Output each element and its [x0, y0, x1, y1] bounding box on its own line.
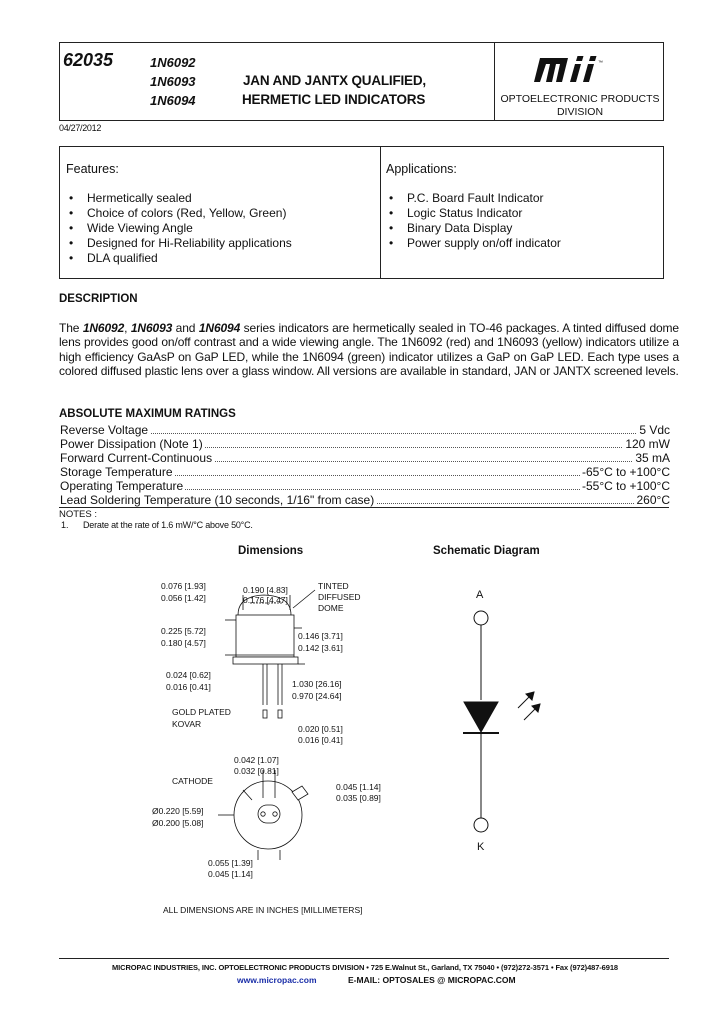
description-sep: ,: [124, 321, 131, 335]
dim-label: 0.055 [1.39]: [208, 858, 253, 868]
note-number: 1.: [61, 520, 69, 530]
dim-label: 0.076 [1.93]: [161, 581, 206, 591]
dim-label: 0.020 [0.51]: [298, 724, 343, 734]
micropac-logo: [528, 50, 608, 85]
dim-label: 0.042 [1.07]: [234, 755, 279, 765]
dim-label: KOVAR: [172, 719, 202, 729]
rating-row: [60, 479, 670, 493]
division-line-2: DIVISION: [556, 106, 604, 118]
dim-label: 0.016 [0.41]: [298, 735, 343, 745]
rating-row: [60, 451, 670, 465]
dim-label: 0.045 [1.14]: [336, 782, 381, 792]
rating-value: 35 mA: [635, 451, 670, 465]
description-text: series indicators are hermetically sealed in TO-46 packages. A tinted diffused dome lens provides good on/off contrast and a wide viewing angle. The 1N6092 (red) and 1N6093 (yellow) indicators utilize a high efficiency GaAsP on GaP LED, while the 1N6094 (green) indicator utilizes a GaP on GaP LED. Each type uses a colored diffused plastic lens over a glass window. All versions are available in standard, JAN or JANTX screened levels.: [59, 321, 679, 378]
list-item: • Designed for Hi-Reliability applications: [65, 236, 375, 251]
list-item: • P.C. Board Fault Indicator: [385, 191, 655, 206]
list-item: • Power supply on/off indicator: [385, 236, 655, 251]
title-line-2: HERMETIC LED INDICATORS: [242, 92, 426, 107]
notes-heading: NOTES :: [59, 509, 98, 520]
dim-label: GOLD PLATED: [172, 707, 231, 717]
date: 04/27/2012: [59, 123, 102, 133]
dim-label: 0.016 [0.41]: [166, 682, 211, 692]
dim-label: 0.032 [0.81]: [234, 766, 279, 776]
part-ref-1: 1N6092: [82, 321, 125, 335]
list-item: • Logic Status Indicator: [385, 206, 655, 221]
description-sep: and: [172, 321, 199, 335]
rating-value: -55°C to +100°C: [582, 479, 670, 493]
dim-label: 0.176 [4.47]: [243, 595, 288, 605]
list-item: • Wide Viewing Angle: [65, 221, 375, 236]
rating-label: Reverse Voltage: [60, 423, 149, 437]
footer-rule: [59, 958, 669, 959]
dim-label: Ø0.220 [5.59]: [152, 806, 204, 816]
part-number-2: 1N6093: [150, 74, 196, 89]
rating-label: Lead Soldering Temperature (10 seconds, 1/16" from case): [60, 493, 375, 507]
note-text: Derate at the rate of 1.6 mW/°C above 50°C.: [83, 520, 253, 530]
rating-label: Storage Temperature: [60, 465, 173, 479]
dimensions-heading: Dimensions: [238, 545, 304, 557]
doc-number: 62035: [63, 50, 114, 70]
dim-label: DOME: [318, 603, 344, 613]
rating-value: 5 Vdc: [639, 423, 670, 437]
dim-label: TINTED: [318, 581, 349, 591]
dimensions-footnote: ALL DIMENSIONS ARE IN INCHES [MILLIMETERS]: [163, 905, 363, 915]
divider-vertical: [494, 42, 495, 121]
features-heading: Features:: [66, 162, 119, 176]
rating-value: -65°C to +100°C: [582, 465, 670, 479]
rating-row: [60, 423, 670, 437]
footer-email[interactable]: E-MAIL: OPTOSALES @ MICROPAC.COM: [348, 975, 516, 985]
footer-website[interactable]: www.micropac.com: [237, 975, 317, 985]
schematic-heading: Schematic Diagram: [433, 545, 540, 557]
svg-text:™: ™: [598, 60, 603, 66]
dim-label: 0.024 [0.62]: [166, 670, 211, 680]
notes-rule: [59, 507, 669, 508]
dim-label: 0.225 [5.72]: [161, 626, 206, 636]
dim-label: DIFFUSED: [318, 592, 361, 602]
applications-heading: Applications:: [386, 162, 457, 176]
features-list: [65, 191, 375, 266]
footer-address: MICROPAC INDUSTRIES, INC. OPTOELECTRONIC PRODUCTS DIVISION • 725 E.Walnut St., Garland, TX 75040 • (972)272-3571 • Fax (972)487-6918: [112, 963, 618, 972]
dim-label: 0.180 [4.57]: [161, 638, 206, 648]
dim-label: 1.030 [26.16]: [292, 679, 342, 689]
rating-label: Forward Current-Continuous: [60, 451, 213, 465]
list-item: • DLA qualified: [65, 251, 375, 266]
part-number-1: 1N6092: [150, 55, 196, 70]
features-divider: [380, 146, 381, 279]
dim-label: CATHODE: [172, 776, 213, 786]
list-item: • Binary Data Display: [385, 221, 655, 236]
description-lead: The: [59, 321, 83, 335]
rating-label: Power Dissipation (Note 1): [60, 437, 203, 451]
ratings-heading: ABSOLUTE MAXIMUM RATINGS: [59, 408, 236, 420]
part-number-3: 1N6094: [150, 93, 196, 108]
dim-label: 0.146 [3.71]: [298, 631, 343, 641]
list-item: • Choice of colors (Red, Yellow, Green): [65, 206, 375, 221]
anode-label: A: [476, 589, 484, 601]
dim-label: 0.045 [1.14]: [208, 869, 253, 879]
list-item: • Hermetically sealed: [65, 191, 375, 206]
rating-row: [60, 465, 670, 479]
title-line-1: JAN AND JANTX QUALIFIED,: [243, 73, 426, 88]
dim-label: 0.142 [3.61]: [298, 643, 343, 653]
part-ref-2: 1N6093: [130, 321, 173, 335]
rating-value: 120 mW: [625, 437, 670, 451]
rating-label: Operating Temperature: [60, 479, 184, 493]
description-heading: DESCRIPTION: [59, 293, 138, 305]
dim-label: 0.970 [24.64]: [292, 691, 342, 701]
applications-list: [385, 191, 655, 251]
dimensions-drawing: [150, 570, 400, 900]
dim-label: 0.035 [0.89]: [336, 793, 381, 803]
part-ref-3: 1N6094: [198, 321, 241, 335]
dim-label: 0.190 [4.83]: [243, 585, 288, 595]
dim-label: 0.056 [1.42]: [161, 593, 206, 603]
rating-value: 260°C: [636, 493, 670, 507]
dim-label: Ø0.200 [5.08]: [152, 818, 204, 828]
rating-row: [60, 437, 670, 451]
cathode-label: K: [477, 841, 485, 853]
schematic-diagram: [440, 580, 580, 860]
rating-row: [60, 493, 670, 507]
description-body: [59, 321, 679, 378]
division-line-1: OPTOELECTRONIC PRODUCTS: [500, 93, 660, 105]
